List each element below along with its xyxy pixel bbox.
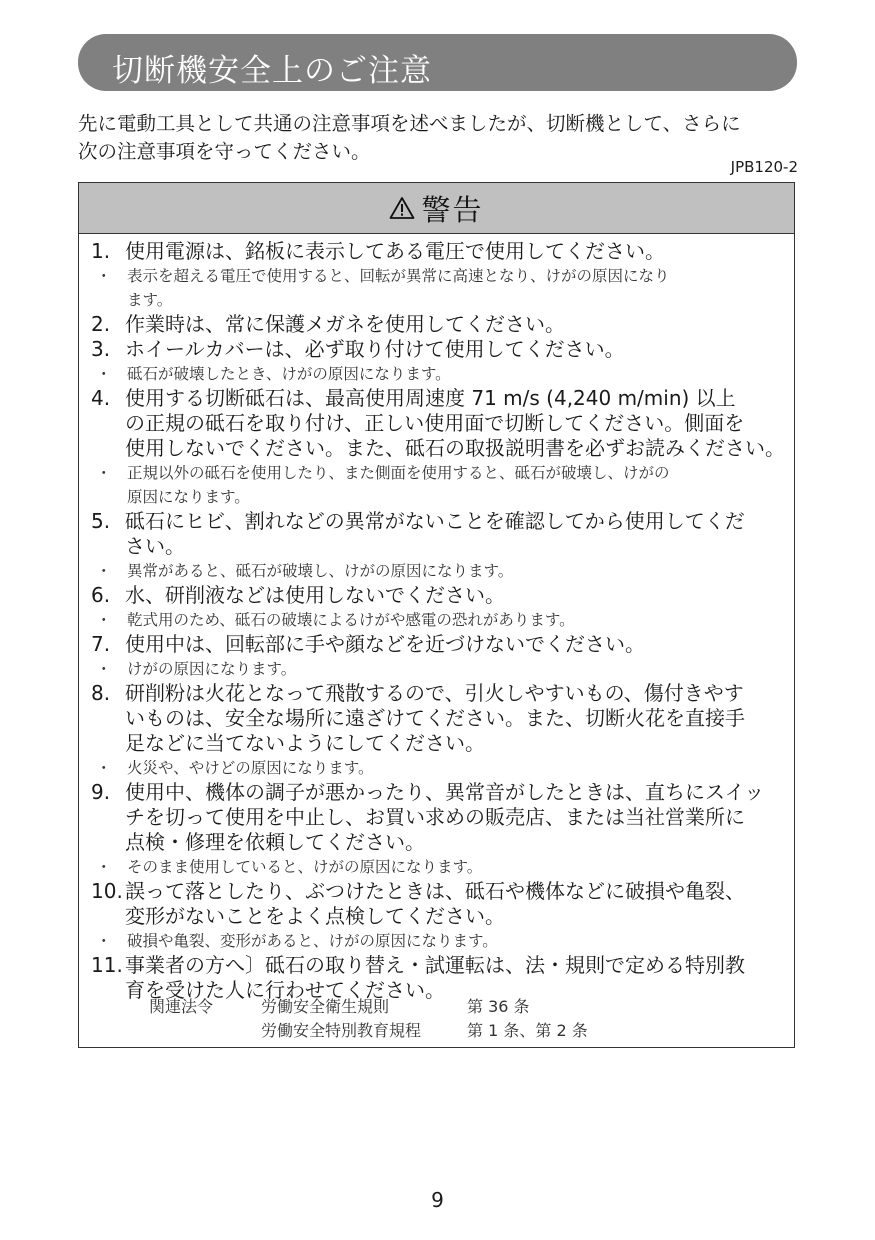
warning-item-line	[79, 780, 796, 805]
item-text: 作業時は、常に保護メガネを使用してください。	[125, 312, 565, 336]
item-number: 9.	[91, 780, 111, 804]
bullet: ・	[96, 611, 112, 629]
warning-item-line	[79, 904, 796, 929]
item-text: 育を受けた人に行わせてください。	[125, 978, 445, 1002]
item-number: 10.	[91, 879, 123, 903]
warning-item-line	[79, 337, 796, 362]
intro-line-2: 次の注意事項を守ってください。	[78, 140, 371, 163]
warning-note-line	[79, 608, 796, 632]
warning-box	[78, 182, 795, 1048]
warning-item-line	[79, 239, 796, 264]
warning-item-line	[79, 830, 796, 855]
warning-item-line	[79, 583, 796, 608]
note-text: けがの原因になります。	[127, 660, 297, 678]
item-text: 砥石にヒビ、割れなどの異常がないことを確認してから使用してくだ	[125, 509, 745, 533]
warning-triangle-icon	[389, 196, 415, 220]
warning-title: 警告	[421, 192, 484, 227]
warning-note-line	[79, 288, 796, 312]
item-number: 5.	[91, 509, 111, 533]
warning-item-line	[79, 632, 796, 657]
law-article: 第 36 条	[467, 997, 530, 1016]
warning-note-line	[79, 657, 796, 681]
warning-item-line	[79, 411, 796, 436]
law-name: 労働安全衛生規則	[261, 997, 390, 1016]
warning-note-line	[79, 485, 796, 509]
section-title: 切断機安全上のご注意	[112, 53, 432, 89]
warning-item-line	[79, 312, 796, 337]
related-laws	[149, 995, 669, 1043]
warning-item-line	[79, 953, 796, 978]
warning-note-line	[79, 855, 796, 879]
note-text: 異常があると、砥石が破壊し、けがの原因になります。	[127, 562, 514, 580]
item-text: 足などに当てないようにしてください。	[125, 731, 485, 755]
warning-item-line	[79, 805, 796, 830]
warning-item-line	[79, 436, 796, 461]
law-article: 第 1 条、第 2 条	[467, 1021, 588, 1040]
warning-note-line	[79, 929, 796, 953]
item-text: さい。	[125, 534, 185, 558]
item-text: 使用しないでください。また、砥石の取扱説明書を必ずお読みください。	[125, 436, 785, 460]
item-text: いものは、安全な場所に遠ざけてください。また、切断火花を直接手	[125, 706, 745, 730]
item-text: 変形がないことをよく点検してください。	[125, 904, 505, 928]
bullet: ・	[96, 365, 112, 383]
warning-note-line	[79, 264, 796, 288]
law-name: 労働安全特別教育規程	[261, 1021, 422, 1040]
item-number: 8.	[91, 681, 111, 705]
bullet: ・	[96, 267, 112, 285]
document-code: JPB120-2	[730, 158, 798, 176]
item-text: チを切って使用を中止し、お買い求めの販売店、または当社営業所に	[125, 805, 745, 829]
item-number: 1.	[91, 239, 111, 263]
warning-header	[79, 183, 794, 234]
warning-note-line	[79, 362, 796, 386]
item-number: 6.	[91, 583, 111, 607]
note-text: そのまま使用していると、けがの原因になります。	[127, 858, 483, 876]
note-text: 破損や亀裂、変形があると、けがの原因になります。	[127, 932, 498, 950]
warning-list	[79, 239, 796, 1003]
item-number: 2.	[91, 312, 111, 336]
warning-note-line	[79, 461, 796, 485]
intro-paragraph	[78, 110, 803, 166]
warning-item-line	[79, 879, 796, 904]
bullet: ・	[96, 759, 112, 777]
section-title-bar	[78, 34, 797, 91]
item-number: 7.	[91, 632, 111, 656]
law-row	[149, 995, 669, 1019]
note-text: 火災や、やけどの原因になります。	[127, 759, 374, 777]
warning-item-line	[79, 706, 796, 731]
note-text: 正規以外の砥石を使用したり、また側面を使用すると、砥石が破壊し、けがの	[127, 464, 670, 482]
item-text: 点検・修理を依頼してください。	[125, 830, 425, 854]
item-text: 使用する切断砥石は、最高使用周速度 71 m/s (4,240 m/min) 以上	[125, 386, 736, 410]
warning-item-line	[79, 731, 796, 756]
warning-item-line	[79, 509, 796, 534]
item-text: 事業者の方へ〕砥石の取り替え・試運転は、法・規則で定める特別教	[125, 953, 745, 977]
warning-item-line	[79, 681, 796, 706]
item-text: ホイールカバーは、必ず取り付けて使用してください。	[125, 337, 625, 361]
bullet: ・	[96, 932, 112, 950]
item-text: 使用中、機体の調子が悪かったり、異常音がしたときは、直ちにスイッ	[125, 780, 765, 804]
note-text: 原因になります。	[127, 488, 250, 506]
law-row	[149, 1019, 669, 1043]
warning-item-line	[79, 386, 796, 411]
warning-note-line	[79, 756, 796, 780]
bullet: ・	[96, 858, 112, 876]
warning-item-line	[79, 534, 796, 559]
bullet: ・	[96, 660, 112, 678]
bullet: ・	[96, 562, 112, 580]
item-text: 誤って落としたり、ぶつけたときは、砥石や機体などに破損や亀裂、	[125, 879, 745, 903]
bullet: ・	[96, 464, 112, 482]
item-text: 使用電源は、銘板に表示してある電圧で使用してください。	[125, 239, 665, 263]
item-text: の正規の砥石を取り付け、正しい使用面で切断してください。側面を	[125, 411, 745, 435]
note-text: 乾式用のため、砥石の破壊によるけがや感電の恐れがあります。	[127, 611, 575, 629]
note-text: ます。	[127, 291, 173, 309]
page-number: 9	[431, 1188, 444, 1212]
item-number: 3.	[91, 337, 111, 361]
item-number: 4.	[91, 386, 111, 410]
note-text: 表示を超える電圧で使用すると、回転が異常に高速となり、けがの原因になり	[127, 267, 670, 285]
item-text: 使用中は、回転部に手や顔などを近づけないでください。	[125, 632, 645, 656]
item-text: 研削粉は火花となって飛散するので、引火しやすいもの、傷付きやす	[125, 681, 744, 705]
item-text: 水、研削液などは使用しないでください。	[125, 583, 505, 607]
laws-label: 関連法令	[149, 997, 214, 1016]
warning-note-line	[79, 559, 796, 583]
intro-line-1: 先に電動工具として共通の注意事項を述べましたが、切断機として、さらに	[78, 112, 741, 135]
note-text: 砥石が破壊したとき、けがの原因になります。	[127, 365, 451, 383]
item-number: 11.	[91, 953, 123, 977]
